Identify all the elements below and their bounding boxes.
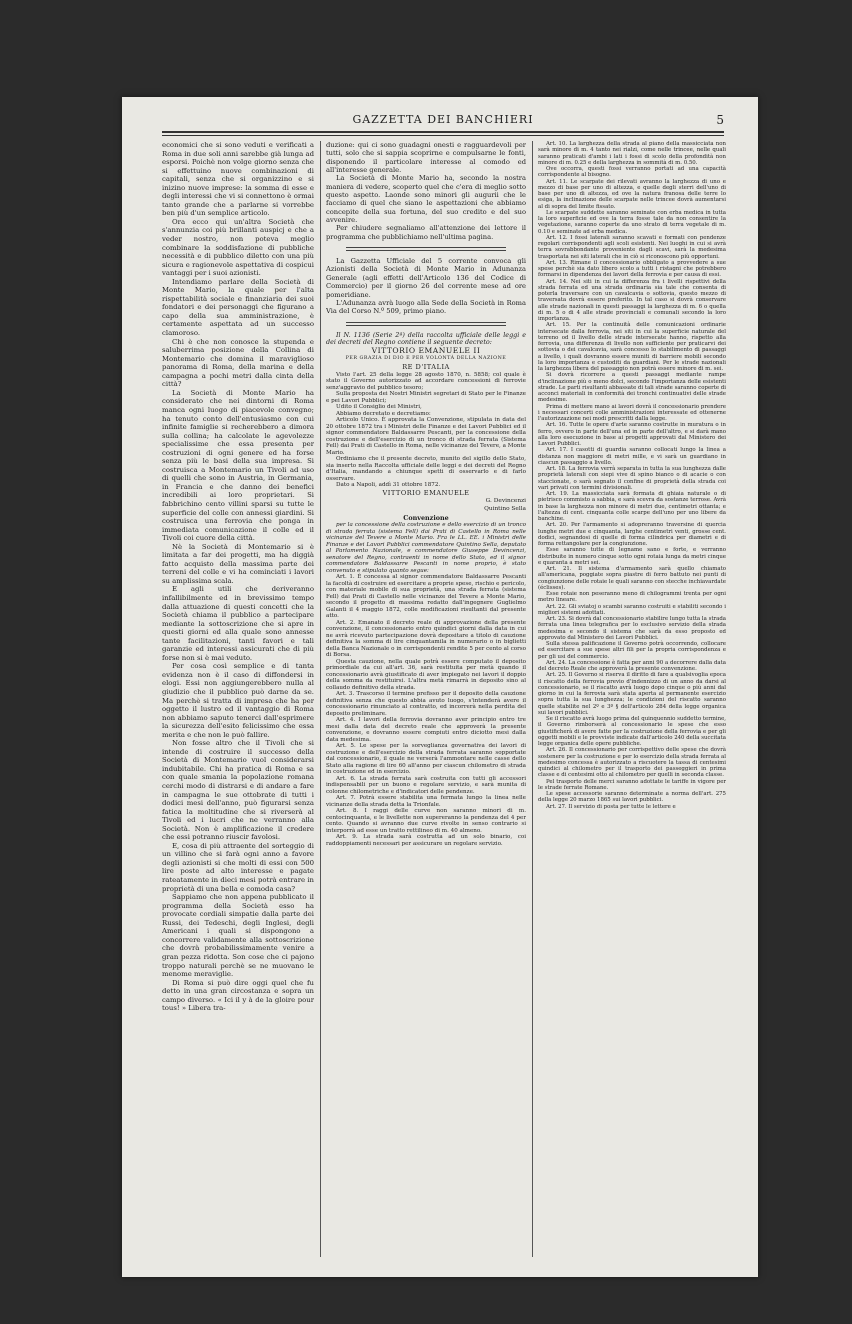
article: Art. 21. Il sistema d'armamento sarà quello chiamato all'americana, poggiate sopra piastre di ferro battuto nei punti di congiunzione delle rotaie le quali saranno con stecche inchiavardate (éclisses).	[538, 566, 726, 591]
paragraph: Nè la Società di Montemario si è limitata a far dei progetti, ma ha diggià fatto acquisto della massima parte dei terreni del colle e vi ha cominciati i lavori su amplissima scala.	[162, 542, 314, 585]
article: Art. 2. Emanato il decreto reale di approvazione della presente convenzione, il concessionario entro quindici giorni dalla data in cui ne avrà ricevuto partecipazione dovrà depositare a titolo di cauzione definitiva la somma di lire cinquantamila in numerario o in biglietti della Banca Nazionale o in corrispondenti rendite 5 per cento al corso di Borsa.	[326, 619, 526, 659]
article: Art. 10. La larghezza della strada al piano della massicciata non sarà minore di m. 4 tanto nei rialzi, come nelle trincee, nelle quali saranno praticati d'ambi i lati i fossi di scolo della profondità non minore di m. 0.25 e della larghezza in sommità di m. 0.50.	[538, 141, 726, 166]
article: Art. 16. Tutte le opere d'arte saranno costrutte in muratura o in ferro, ovvero in parte dell'una ed in parte dell'altro, e si darà mano alla loro esecuzione in base ai progetti approvati dal Ministero dei Lavori Pubblici.	[538, 422, 726, 447]
section-rule	[346, 247, 506, 248]
article: Art. 24. La concessione è fatta per anni 90 a decorrere dalla data del decreto Reale che approverà la presente convenzione.	[538, 659, 726, 672]
decree-heading: Il N. 1136 (Serie 2ª) della raccolta ufficiale delle leggi e dei decreti del Regno contiene il seguente decreto:	[326, 330, 526, 347]
article: Si dovrà ricorrere a questi passaggi mediante rampe d'inclinazione più o meno dolci, secondo l'importanza delle esistenti strade. Le parti risultanti abbassate di tali strade saranno coperte di acconci materiali in conformità dei tronchi continuativi delle strade medesime.	[538, 372, 726, 404]
article: Se il riscatto avrà luogo prima del quinquennio suddetto termine, il Governo rimborserà al concessionario le spese che esso giustificherà di avere fatte per la costruzione della ferrovia e per gli oggetti mobili e le provviste indicate dall'articolo 240 della succitata legge organica delle opere pubbliche.	[538, 716, 726, 747]
article: Art. 23. Si dovrà dal concessionario stabilire lungo tutta la strada ferrata una linea telegrafica per lo esclusivo servizio della strada medesima e secondo il sistema che sarà da esso proposto ed approvato dal Ministero dei Lavori Pubblici.	[538, 616, 726, 641]
page-number: 5	[716, 113, 724, 127]
column-3	[538, 141, 726, 1259]
signature-king: VITTORIO EMANUELE	[382, 488, 470, 497]
article: Art. 25. Il Governo si riserva il diritto di fare a qualsivoglia epoca il riscatto della ferrovia previo d'indennizzo di un anno da darsi al concessionario, se il riscatto avrà luogo dopo cinque o più anni dal giorno in cui la ferrovia sarà stata aperta al permanente esercizio sopra tutta la sua lunghezza; le condizioni del riscatto saranno quelle stabilite nel 2º e 3º § dell'articolo 284 della legge organica sui lavori pubblici.	[538, 672, 726, 716]
decree-paragraph: Udito il Consiglio dei Ministri,	[336, 404, 422, 411]
header-rule	[162, 131, 724, 133]
section-rule	[346, 250, 506, 251]
article: Art. 15. Per la continuità delle comunicazioni ordinarie intersecate dalla ferrovia, nei siti in cui la superficie naturale del terreno od il livello delle strade intersecate hanno, rispetto alla ferrovia, una differenza di livello non sufficiente per praticarvi dei sottovia o dei cavalcavia, sarà concesso lo stabilimento di passaggi a livello, i quali dovranno essere muniti di barriere mobili secondo la loro importanza e custoditi da guardiani. Per le strade nazionali la larghezza libera del passaggio non potrà essere minore di m. sei.	[538, 322, 726, 372]
article: Art. 6. La strada ferrata sarà costruita con tutti gli accessori indispensabili per un buono e regolare servizio, e sarà munita di colonne chilometriche e d'indicatori delle pendenze.	[326, 775, 526, 795]
newspaper-page	[122, 97, 758, 1277]
paragraph: Sappiamo che non appena pubblicato il programma della Società esso ha provocate cordiali simpatie dalla parte dei Russi, dei Tedeschi, degli Inglesi, degli Americani i quali si dispongono a concorrere validamente alla sottoscrizione che dovrà probabilissimamente venire a gran pezza ridotta. Son cose che ci pajono troppo naturali perchè se ne muovano le menome meraviglie.	[162, 893, 314, 979]
article: Art. 9. La strada sarà costrutta ad un solo binario, coi raddoppiamenti necessari per assicurare un regolare servizio.	[326, 834, 526, 847]
column-2	[326, 141, 526, 1259]
decree-paragraph: Visto l'art. 25 della legge 28 agosto 1870, n. 5858; col quale è stato il Governo autorizzato ad accordare concessioni di ferrovie senz'aggravio del pubblico tesoro;	[326, 371, 526, 391]
article: Art. 12. I fossi laterali saranno scavati e formati con pendenze regolari corrispondenti agli scoli esistenti. Nei luoghi in cui si avrà terra sovrabbondante proveniente dagli scavi, sarà la medesima trasportata nei siti laterali che in ciò si riconoscono più opportuni.	[538, 234, 726, 260]
article: Art. 8. I raggi delle curve non saranno minori di m. centocinquanta, e le livellette non supereranno la pendenza del 4 per cento. Quando si avranno due curve rivolte in senso contrario si interporrà ad esse un tratto rettilineo di m. 40 almeno.	[326, 808, 526, 834]
article: Art. 22. Gli sviatoj o scambi saranno costruiti e stabiliti secondo i migliori sistemi adottati.	[538, 603, 726, 616]
article: Art. 19. La massicciata sarà formata di ghiaia naturale o di pietrisco commisto a sabbia, e sarà scevra da sostanze terrose. Avrà in base la larghezza non minore di metri due, centimetri ottanta; e l'altezza di cent. cinquanta colle scarpe dell'uno per uno libere da banchine.	[538, 491, 726, 522]
article: Le spese accessorie saranno determinate a norma dell'art. 275 della legge 20 marzo 1865 sui lavori pubblici.	[538, 791, 726, 804]
article: Le scarpate suddette saranno seminate con erba medica in tutta la loro superficie ed ove la terra fosse tale da non consentire la vegetazione, saranno coperte da uno strato di terra vegetale di m. 0.10 e seminate ad erba medica.	[538, 209, 726, 235]
paragraph: E agli utili che deriveranno infallibilmente ed in brevissimo tempo dalla attuazione di questi concetti che la Società chiama il pubblico a partecipare mediante la sottoscrizione che si apre in questi giorni ed alla quale sono annesse tante facilitazioni, tanti favori e tali garanzie ed interessi assicurati che di più forse non si è mai veduto.	[162, 585, 314, 662]
section-rule	[346, 325, 506, 326]
article: Art. 27. Il servizio di posta per tutte le lettere e	[546, 803, 676, 810]
article: Pel trasporto delle merci saranno adottate le tariffe in vigore per le strade ferrate Romane.	[538, 778, 726, 791]
article: Art. 13. Rimane il concessionario obbligato a provvedere a sue spese perchè sia dato libero scolo a tutti i ristagni che potrebbero formarsi in dipendenza dei lavori della ferrovia e per causa di essi.	[538, 259, 726, 279]
article: Esse saranno tutte di legname sano e forte, e verranno distribuite in numero cinque sotto ogni rotaia lunga da metri cinque e quaranta a metri sei.	[538, 547, 726, 566]
king-realm: RE D'ITALIA	[402, 363, 450, 372]
header-rule-thin	[162, 135, 724, 136]
article: Art. 14. Nei siti in cui la differenza fra i livelli rispettivi della strada ferrata ed una strada ordinaria sia tale che consenta di poterla traversare con un cavalcavia o sottovia, questo mezzo di traversata dovrà essere preferito. In tal caso si dovrà conservare alle strade nazionali in questi passaggi la larghezza di m. 6 o quella di m. 5 o di 4 alle strade provinciali e comunali secondo la loro importanza.	[538, 278, 726, 322]
section-rule	[346, 322, 506, 323]
decree-paragraph: Sulla proposta dei Nostri Ministri segretari di Stato per le Finanze e pei Lavori Pubblici;	[326, 391, 526, 404]
signature-minister: Quintino Sella	[484, 506, 526, 513]
article: Art. 4. I lavori della ferrovia dovranno aver principio entro tre mesi dalla data del decreto reale che approverà la presente convenzione, e dovranno essere compiuti entro diciotto mesi dalla data medesima.	[326, 717, 526, 743]
paragraph: E, cosa di più attraente del sorteggio di un villino che si farà ogni anno a favore degli azionisti si che molti di essi con 500 lire poste ad alto interesse e pagate rateatamente in dieci mesi potrà entrare in proprietà di una bella e comoda casa?	[162, 841, 314, 893]
paragraph: La Società di Monte Mario ha, secondo la nostra maniera di vedere, scoperto quel che c'era di meglio sotto questo aspetto. Laonde sono minori gli augurii che le facciamo di quel che siano le aspettazioni che abbiamo concepite della sua fortuna, del suo credito e del suo avvenire.	[326, 174, 526, 225]
paragraph: Per cosa così semplice e di tanta evidenza non è il caso di diffondersi in elogi. Essi non aggiungerebbero nulla al giudizio che il pubblico può darne da se. Ma perchè si tratta di impresa che ha per oggetto il lustro ed il vantaggio di Roma non abbiamo saputo tenerci dall'esprimere la sicurezza dell'esito felicissimo che essa merita e che non le può fallire.	[162, 662, 314, 739]
convention-title: Convenzione	[403, 513, 449, 522]
decree-paragraph: Articolo Unico. È approvata la Convenzione, stipulata in data del 20 ottobre 1872 tra i Ministri delle Finanze e dei Lavori Pubblici ed il signor commendatore Baldassarre Pescanti, per la concessione della costruzione e dell'esercizio di un tronco di strada ferrata (Sistema Fell) dai Prati di Castello in Roma, nelle vicinanze del Tevere, a Monte Mario.	[326, 417, 526, 456]
article: Questa cauzione, nella quale potrà essere computato il deposito primordiale da cui all'art. 36, sarà restituita per metà quando il concessionario avrà giustificato di aver impiegato nei lavori il doppio della somma da restituirsi. L'altra metà rimarrà in deposito sino al collaudo definitivo della strada.	[326, 658, 526, 691]
article: Sulla stessa palificazione il Governo potrà occorrendo, collocare ed esercitare a sue spese altri fili per la propria corrispondenza e per gli usi del commercio.	[538, 641, 726, 660]
paragraph: Per chiudere segnaliamo all'attenzione dei lettore il programma che pubblichiamo nell'ultima pagina.	[326, 224, 526, 241]
decree-paragraph: Abbiamo decretato e decretiamo:	[336, 410, 431, 417]
article: Esse rotaie non peseranno meno di chilogrammi trenta per ogni metro lineare.	[538, 591, 726, 604]
article: Art. 18. La ferrovia verrà separata in tutta la sua lunghezza dalle proprietà laterali con siepi vive di spino bianco o di acacie o con staccionate, o sarà segnato il confine di proprietà della strada coi vari privati con termini divisionali.	[538, 466, 726, 491]
article: Art. 17. I casotti di guardia saranno collocati lungo la linea a distanza non maggiore di metri mille, e vi sarà un guardiano in ciascun passaggio a livello.	[538, 447, 726, 466]
article: Art. 1. È concessa al signor commendatore Baldassarre Pescanti la facoltà di costruire ed esercitare a proprie spese, rischio e pericolo, con materiale mobile di sua proprietà, una strada ferrata (sistema Fell) dai Prati di Castello nelle vicinanze del Tevere a Monte Mario, secondo il progetto di massima redatto dall'ingegnere Guglielmo Galanti il 4 maggio 1872, colle modificazioni risultanti dal presente atto.	[326, 574, 526, 620]
article: Ove occorra, questi fossi verranno portati ad una capacità corrispondente al bisogno.	[538, 166, 726, 179]
signature-minister: G. Devincenzi	[485, 498, 526, 505]
paragraph: economici che si sono veduti e verificati a Roma in due soli anni sarebbe già lunga ad esporsi. Poichè non volge giorno senza che si effettuino nuove combinazioni di capitali, senza che si organizzino e si inizino nuove imprese: la somma di esse e degli interessi che vi si connettono è ormai tanto grande che a parlarne si vorrebbe ben più d'un semplice articolo.	[162, 141, 314, 218]
page-header	[162, 113, 724, 131]
notice-paragraph: La Gazzetta Ufficiale del 5 corrente convoca gli Azionisti della Società di Monte Mario in Adunanza Generale (agli effetti dell'Articolo 136 del Codice di Commercio) per il giorno 26 del corrente mese ad ore pomeridiane.	[326, 257, 526, 299]
paragraph: La Società di Monte Mario ha considerato che nei dintorni di Roma manca ogni luogo di piacevole convegno; ha tenuto conto dell'entusiasmo con cui infinite famiglie si recherebbero a dimora sulla collina; ha calcolate le agevolezze specialissime che essa presenta per costruzioni di ogni genere ed ha forse senza più le basi della sua impresa. Si costruisca a Montemario un Tivoli ad uso di quelli che sono in Austria, in Germania, in Francia e che danno dei benefici incredibili ai loro proprietari. Si fabbrichino cento villini sparsi su tutte le superficie del colle con annessi giardini. Si costruisca una ferrovia che ponga in immediata comunicazione il colle ed il Tivoli coi cuore della città.	[162, 388, 314, 543]
article: Art. 3. Trascorso il termine prefisso per il deposito della cauzione definitiva senza che questo abbia avuto luogo, s'intenderà avere il concessionario rinunciato al contratto, ed incorrerà nella perdita del deposito preliminare.	[326, 691, 526, 717]
column-divider	[532, 141, 533, 1257]
article: Art. 26. Il concessionario per corrispettivo delle spese che dovrà sostenere per la costruzione e per lo esercizio della strada ferrata al medesimo concessa è autorizzato a riscuotere la tassa di centesimi quindici al chilometro per il trasporto dei passeggieri in prima classe e di centesimi otto al chilometro per quelli in seconda classe.	[538, 747, 726, 779]
paragraph: Intendiamo parlare della Società di Monte Mario, la quale per l'alta rispettabilità sociale e finanziaria dei suoi fondatori e dei personaggi che figurano a capo della sua amministrazione, è certamente aspettata ad un successo clamoroso.	[162, 277, 314, 338]
column-divider	[320, 141, 321, 1257]
article: Art. 5. Le spese per la sorveglianza governativa dei lavori di costruzione e dell'esercizio della strada ferrata saranno sopportate dal concessionario, il quale ne verserà l'ammontare nelle casse dello Stato alla ragione di lire 60 all'anno per ciascun chilometro di strada in costruzione ed in esercizio.	[326, 743, 526, 776]
article: Prima di mettere mano ai lavori dovrà il concessionario prendere i necessari concerti colle amministrazioni interessate ed ottenerne l'autorizzazione nei modi prescritti dalla legge.	[538, 403, 726, 422]
article: Art. 7. Potrà essere stabilita una fermata lungo la linea nelle vicinanze della strada detta la Trionfale.	[326, 795, 526, 808]
notice-paragraph: L'Adunanza avrà luogo alla Sede della Società in Roma Via del Corso N.º 509, primo piano.	[326, 298, 526, 316]
paragraph: Ora ecco qui un'altra Società che s'annunzia coi più brillanti auspicj e che a veder nostro, non poteva meglio combinare la soddisfazione di pubbliche necessità e di pubblico diletto con una più sicura e ragionevole aspettativa di cospicui vantaggi per i suoi azionisti.	[162, 217, 314, 278]
paragraph: Chi è che non conosce la stupenda e saluberrima posizione della Collina di Montemario che domina il maraviglioso panorama di Roma, della marina e della campagna a pochi metri dalla cinta della città?	[162, 337, 314, 389]
king-title: PER GRAZIA DI DIO E PER VOLONTÀ DELLA NAZIONE	[345, 356, 507, 362]
article: Art. 20. Per l'armamento si adopreranno traversine di quercia lunghe metri due e cinquanta, larghe centimetri venti, grosse cent. dodici, segnandosi di quelle di forma cilindrica per diametri e di forma rettangolare per la congiunzione.	[538, 522, 726, 547]
column-1	[162, 141, 314, 1259]
paragraph: Non fosse altro che il Tivoli che si intende di costruire il successo della Società di Montemario vuol considerarsi indubitabile. Chi ha pratica di Roma e sa con quale smania la popolazione romana cerchi modo di distrarsi e di andare a fare in campagna le sue ottobrate di tutti i dodici mesi dell'anno, può figurarsi senza fatica la moltitudine che si riverserà al Tivoli ed i lucri che ne verranno alla Società. Non è amplificazione il credere che essi potranno riuscir favolosi.	[162, 739, 314, 842]
paragraph: duzione: qui ci sono guadagni onesti e ragguardevoli per tutti, solo che si sappia scoprirne e compulsarne le fonti, disponendo il particolare interesse al comodo ed all'interesse generale.	[326, 141, 526, 175]
masthead-title: GAZZETTA DEI BANCHIERI	[352, 113, 534, 126]
decree-paragraph: Ordiniamo che il presente decreto, munito del sigillo dello Stato, sia inserto nella Raccolta ufficiale delle leggi e dei decreti del Regno d'Italia, mandando a chiunque spetti di osservarlo e di farlo osservare.	[326, 456, 526, 482]
decree-paragraph: Dato a Napoli, addì 31 ottobre 1872.	[336, 482, 441, 489]
paragraph: Di Roma si può dire oggi quel che fu detto in una gran circostanza e sopra un campo diverso. « Ici il y à de la gloire pour tous! » Libera tra-	[162, 978, 314, 1013]
king-name: VITTORIO EMANUELE II	[371, 345, 481, 355]
convention-intro: per la concessione della costruzione e dello esercizio di un tronco di strada ferrata (sistema Fell) dai Prati di Castello in Roma nelle vicinanze del Tevere a Monte Mario. Fra le LL. EE. i Ministri delle Finanze e dei Lavori Pubblici commendatore Quintino Sella, deputato al Parlamento Nazionale, e commendatore Giuseppe Devincenzi, senatore del Regno, contraenti in nome dello Stato, ed il signor commendatore Baldassarre Pescanti in nome proprio, è stato convenuto e stipulato quanto segue:	[326, 522, 526, 574]
article: Art. 11. Le scarpate dei rilevati avranno la larghezza di uno e mezzo di base per uno di altezza, e quelle degli sterri dell'uno di base per uno di altezza, ed ove la natura franosa delle terre lo esiga, la inclinazione delle scarpate nelle trincee dovrà aumentarsi al di sopra del limite fissato.	[538, 178, 726, 210]
